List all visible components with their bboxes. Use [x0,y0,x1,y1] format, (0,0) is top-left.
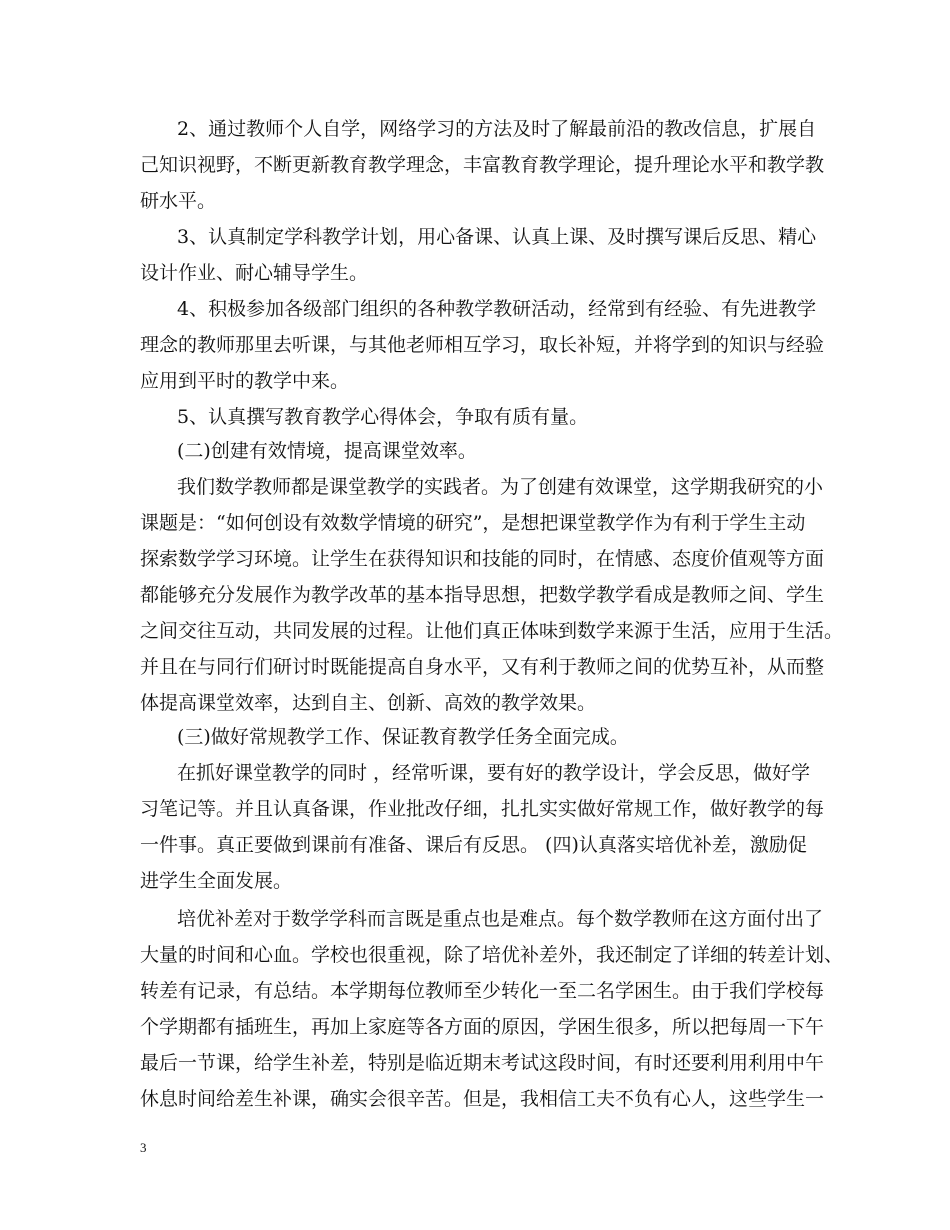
text-line: 设计作业、耐心辅导学生。 [140,262,369,284]
text-line: 我们数学教师都是课堂教学的实践者。为了创建有效课堂，这学期我研究的小 [177,476,824,498]
text-line: 应用到平时的教学中来。 [140,370,350,392]
text-line: 己知识视野，不断更新教育教学理念，丰富教育教学理论，提升理论水平和教学教 [140,154,825,176]
text-line: 大量的时间和心血。学校也很重视，除了培优补差外，我还制定了详细的转差计划、 [140,944,844,966]
page-number: 3 [140,1140,147,1155]
text-line: 最后一节课，给学生补差，特别是临近期末考试这段时间，有时还要利用利用中午 [140,1052,825,1074]
text-line: 并且在与同行们研讨时既能提高自身水平，又有利于教师之间的优势互补，从而整 [140,656,825,678]
text-line: 探索数学学习环境。让学生在获得知识和技能的同时，在情感、态度价值观等方面 [140,548,825,570]
text-line: 之间交往互动，共同发展的过程。让他们真正体味到数学来源于生活，应用于生活。 [140,620,844,642]
text-line: 习笔记等。并且认真备课，作业批改仔细，扎扎实实做好常规工作，做好教学的每 [140,798,825,820]
text-line: 在抓好课堂教学的同时 ，经常听课，要有好的教学设计，学会反思，做好学 [177,762,811,784]
text-line: 5、认真撰写教育教学心得体会，争取有质有量。 [177,406,589,428]
section-heading: (二)创建有效情境，提高课堂效率。 [177,440,477,462]
text-line: 一件事。真正要做到课前有准备、课后有反思。 (四)认真落实培优补差，激励促 [140,834,807,856]
text-line: 进学生全面发展。 [140,870,293,892]
section-heading: (三)做好常规教学工作、保证教育教学任务全面完成。 [177,726,629,748]
text-line: 休息时间给差生补课，确实会很辛苦。但是，我相信工夫不负有心人，这些学生一 [140,1088,825,1110]
text-line: 都能够充分发展作为教学改革的基本指导思想，把数学教学看成是教师之间、学生 [140,584,825,606]
text-line: 培优补差对于数学学科而言既是重点也是难点。每个数学教师在这方面付出了 [177,908,824,930]
text-line: 2、通过教师个人自学，网络学习的方法及时了解最前沿的教改信息，扩展自 [177,118,817,140]
text-line: 研水平。 [140,190,217,212]
text-line: 体提高课堂效率，达到自主、创新、高效的教学效果。 [140,692,597,714]
text-line: 理念的教师那里去听课，与其他老师相互学习，取长补短，并将学到的知识与经验 [140,334,825,356]
text-line: 课题是：“如何创设有效数学情境的研究”，是想把课堂教学作为有利于学生主动 [140,512,806,534]
text-line: 3、认真制定学科教学计划，用心备课、认真上课、及时撰写课后反思、精心 [177,226,817,248]
text-line: 个学期都有插班生，再加上家庭等各方面的原因，学困生很多，所以把每周一下午 [140,1016,825,1038]
text-line: 4、积极参加各级部门组织的各种教学教研活动，经常到有经验、有先进教学 [177,298,817,320]
text-line: 转差有记录，有总结。本学期每位教师至少转化一至二名学困生。由于我们学校每 [140,980,825,1002]
